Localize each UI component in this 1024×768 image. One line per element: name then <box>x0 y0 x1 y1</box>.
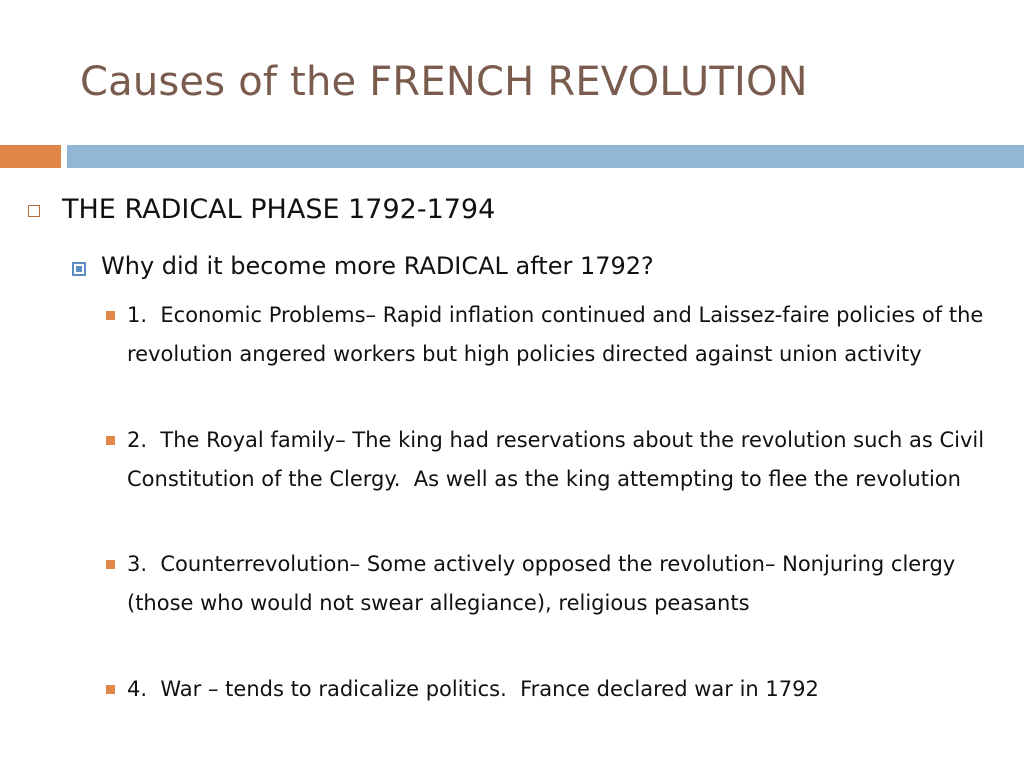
orange-square-icon <box>106 560 115 569</box>
accent-bar-orange <box>0 145 61 168</box>
list-item-royal-family: 2. The Royal family– The king had reservations about the revolution such as Civil Constitution of the Clergy. As well as the king attempting to flee the revolution <box>127 428 985 491</box>
slide-title: Causes of the FRENCH REVOLUTION <box>80 59 808 105</box>
accent-bar-blue <box>67 145 1024 168</box>
level1-bullet-text: THE RADICAL PHASE 1792-1794 <box>62 194 496 225</box>
hollow-square-icon <box>28 205 40 217</box>
list-item-counterrevolution: 3. Counterrevolution– Some actively opposed the revolution– Nonjuring clergy (those who would not swear allegiance), religious peasants <box>127 552 956 615</box>
orange-square-icon <box>106 311 115 320</box>
framed-square-icon <box>72 262 86 276</box>
orange-square-icon <box>106 685 115 694</box>
orange-square-icon <box>106 436 115 445</box>
list-item-war: 4. War – tends to radicalize politics. France declared war in 1792 <box>127 677 819 701</box>
level2-bullet-text: Why did it become more RADICAL after 1792? <box>101 252 654 280</box>
list-item-economic-problems: 1. Economic Problems– Rapid inflation continued and Laissez-faire policies of the revolution angered workers but high policies directed against union activity <box>127 303 984 366</box>
